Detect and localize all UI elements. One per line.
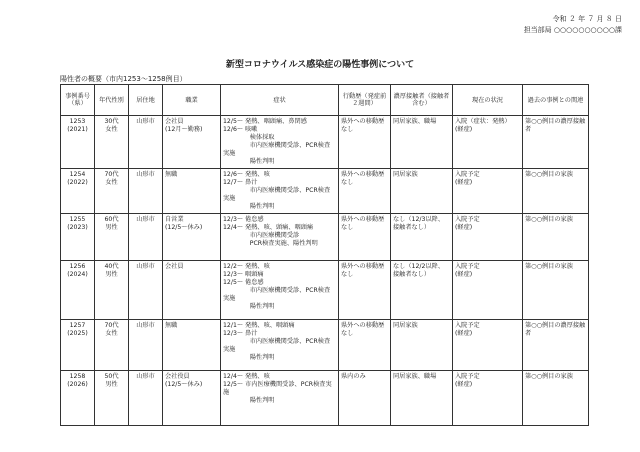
status-cell: 入院予定 (軽症)	[453, 169, 523, 214]
case-id-cell: 1258 (2026)	[61, 371, 95, 426]
status-cell: 入院（症状：発熱） (軽症)	[453, 116, 523, 169]
relation-cell: 第○○例目の家族	[523, 371, 589, 426]
relation-cell: 第○○例目の濃厚接触者	[523, 320, 589, 371]
document-date: 令和 ２ 年 ７ 月 ８ 日	[552, 15, 622, 23]
close-contacts-cell: なし（12/3以降、接触者なし）	[391, 214, 453, 261]
symptoms-cell: 12/2～ 発熱、咳 12/3～ 咽頭痛 12/5～ 倦怠感 市内医療機関受診、PCR検査実施 陽性判明	[221, 261, 339, 320]
activity-cell: 県外への移動歴なし	[339, 261, 391, 320]
page-title: 新型コロナウイルス感染症の陽性事例について	[225, 60, 415, 70]
activity-cell: 県外への移動歴なし	[339, 169, 391, 214]
residence-cell: 山形市	[129, 371, 163, 426]
col-header-symptoms: 症状	[221, 85, 339, 116]
document-header	[524, 14, 622, 36]
col-header-contacts: 濃厚接触者（接触者含む）	[391, 85, 453, 116]
col-header-job: 職業	[163, 85, 221, 116]
age-sex-cell: 30代 女性	[95, 116, 129, 169]
occupation-cell: 会社役員 (12/5～休み)	[163, 371, 221, 426]
table-row	[61, 371, 589, 426]
status-cell: 入院予定 (軽症)	[453, 261, 523, 320]
table-row	[61, 214, 589, 261]
status-cell: 入院予定 (軽症)	[453, 214, 523, 261]
residence-cell: 山形市	[129, 320, 163, 371]
relation-cell: 第○○例目の家族	[523, 169, 589, 214]
activity-cell: 県内のみ	[339, 371, 391, 426]
close-contacts-cell: 同居家族	[391, 169, 453, 214]
case-id-cell: 1255 (2023)	[61, 214, 95, 261]
case-id-cell: 1254 (2022)	[61, 169, 95, 214]
symptoms-cell: 12/4～ 発熱、咳 12/5～ 市内医療機関受診、PCR検査実施 陽性判明	[221, 371, 339, 426]
close-contacts-cell: 同居家族、職場	[391, 116, 453, 169]
case-table	[60, 84, 589, 426]
symptoms-cell: 12/6～ 発熱、咳 12/7～ 鼻汁 市内医療機関受診、PCR検査実施 陽性判明	[221, 169, 339, 214]
relation-cell: 第○○例目の家族	[523, 261, 589, 320]
residence-cell: 山形市	[129, 214, 163, 261]
symptoms-cell: 12/5～ 発熱、咽頭痛、鼻閉感 12/6～ 咳嗽 検体採取 市内医療機関受診、PCR検査実施 陽性判明	[221, 116, 339, 169]
occupation-cell: 自営業 (12/5～休み)	[163, 214, 221, 261]
activity-cell: 県外への移動歴なし	[339, 214, 391, 261]
age-sex-cell: 40代 男性	[95, 261, 129, 320]
close-contacts-cell: 同居家族	[391, 320, 453, 371]
col-header-activity: 行動歴（発症前２週間）	[339, 85, 391, 116]
occupation-cell: 無職	[163, 169, 221, 214]
table-row	[61, 320, 589, 371]
table-row	[61, 261, 589, 320]
department-name: 担当部局 ○○○○○○○○○○課	[523, 26, 622, 34]
relation-cell: 第○○例目の家族	[523, 214, 589, 261]
close-contacts-cell: 同居家族、職場	[391, 371, 453, 426]
table-caption: 陽性者の概要（市内1253～1258例目）	[60, 75, 187, 83]
activity-cell: 県外への移動歴なし	[339, 116, 391, 169]
col-header-age: 年代性別	[95, 85, 129, 116]
col-header-status: 現在の状況	[453, 85, 523, 116]
occupation-cell: 会社員	[163, 261, 221, 320]
col-header-relation: 過去の事例との関連	[523, 85, 589, 116]
table-row	[61, 116, 589, 169]
col-header-residence: 居住地	[129, 85, 163, 116]
case-id-cell: 1257 (2025)	[61, 320, 95, 371]
occupation-cell: 会社員 (12月～勤務)	[163, 116, 221, 169]
col-header-id: 事例番号（県）	[61, 85, 95, 116]
table-row	[61, 169, 589, 214]
age-sex-cell: 70代 女性	[95, 320, 129, 371]
residence-cell: 山形市	[129, 169, 163, 214]
age-sex-cell: 60代 男性	[95, 214, 129, 261]
case-id-cell: 1256 (2024)	[61, 261, 95, 320]
case-id-cell: 1253 (2021)	[61, 116, 95, 169]
status-cell: 入院予定 (軽症)	[453, 320, 523, 371]
residence-cell: 山形市	[129, 261, 163, 320]
symptoms-cell: 12/1～ 発熱、咳、咽頭痛 12/3～ 鼻汁 市内医療機関受診、PCR検査実施 陽性判明	[221, 320, 339, 371]
age-sex-cell: 50代 男性	[95, 371, 129, 426]
occupation-cell: 無職	[163, 320, 221, 371]
symptoms-cell: 12/3～ 倦怠感 12/4～ 発熱、咳、頭痛、咽頭痛 市内医療機関受診 PCR検査実施、陽性判明	[221, 214, 339, 261]
activity-cell: 県外への移動歴なし	[339, 320, 391, 371]
relation-cell: 第○○例目の濃厚接触者	[523, 116, 589, 169]
residence-cell: 山形市	[129, 116, 163, 169]
age-sex-cell: 70代 女性	[95, 169, 129, 214]
status-cell: 入院予定 (軽症)	[453, 371, 523, 426]
close-contacts-cell: なし（12/2以降、接触者なし）	[391, 261, 453, 320]
table-header-row	[61, 85, 589, 116]
